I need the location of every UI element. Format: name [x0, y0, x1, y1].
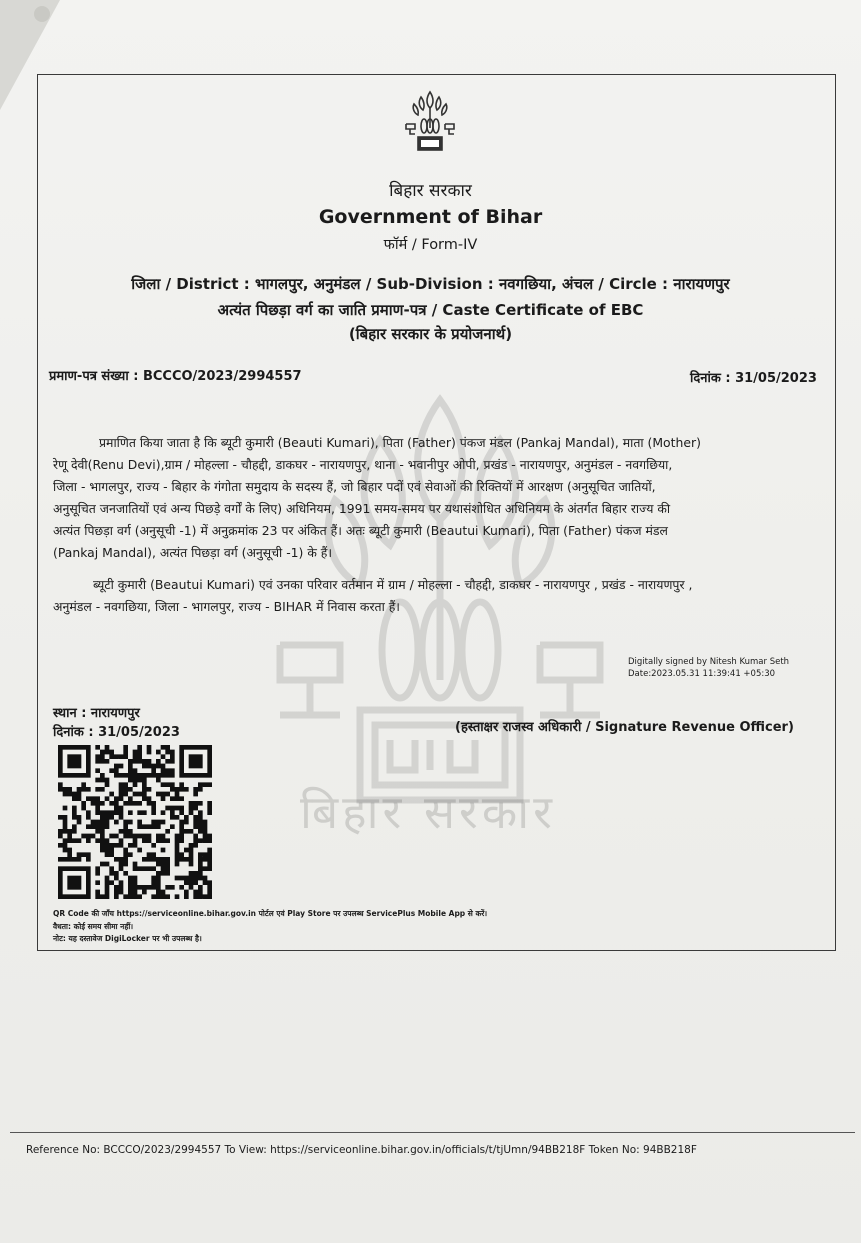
- certificate-title: अत्यंत पिछड़ा वर्ग का जाति प्रमाण-पत्र / Caste Certificate of EBC: [217, 301, 644, 319]
- digilocker-note: नोट: यह दस्तावेज DigiLocker पर भी उपलब्ध है।: [53, 934, 202, 943]
- para1-line: जिला - भागलपुर, राज्य - बिहार के गंगोता समुदाय के सदस्य हैं, जो बिहार पदों एवं सेवाओं की रिक्तियों में आरक्षण (अनुसूचित जातियों,: [53, 479, 656, 494]
- qr-verification-note: QR Code की जाँच https://serviceonline.bihar.gov.in पोर्टल एवं Play Store पर उपलब्ध ServicePlus Mobile App से करें।: [53, 909, 488, 918]
- reference-footer: Reference No: BCCCO/2023/2994557 To View: https://serviceonline.bihar.gov.in/officials/t/tjUmn/94BB218F Token No: 94BB218F: [26, 1144, 697, 1156]
- para1-line: प्रमाणित किया जाता है कि ब्यूटी कुमारी (Beauti Kumari), पिता (Father) पंकज मंडल (Pankaj Mandal), माता (Mother): [99, 435, 701, 450]
- certification-paragraph: [53, 432, 823, 564]
- place: स्थान : नारायणपुर: [53, 706, 140, 721]
- issue-date: दिनांक : 31/05/2023: [53, 725, 180, 740]
- watermark-text: बिहार सरकार: [300, 785, 556, 839]
- para1-line: (Pankaj Mandal), अत्यंत पिछड़ा वर्ग (अनुसूची -1) के हैं।: [53, 545, 333, 560]
- certificate-purpose: (बिहार सरकार के प्रयोजनार्थ): [348, 325, 513, 343]
- bihar-emblem-icon: [402, 88, 458, 158]
- para1-line: अनुसूचित जनजातियों एवं अन्य पिछड़े वर्गों के लिए) अधिनियम, 1991 समय-समय पर यथासंशोधित अधिनियम के अंतर्गत बिहार राज्य की: [53, 501, 671, 516]
- state-name-hindi: बिहार सरकार: [389, 181, 472, 201]
- certificate-number: प्रमाण-पत्र संख्या : BCCCO/2023/2994557: [49, 369, 302, 384]
- officer-signature: (हस्ताक्षर राजस्व अधिकारी / Signature Revenue Officer): [455, 720, 794, 735]
- digital-signature-date: Date:2023.05.31 11:39:41 +05:30: [628, 669, 776, 679]
- footer-divider: [10, 1132, 855, 1133]
- validity-note: वैधता: कोई समय सीमा नहीं।: [53, 922, 134, 931]
- state-name-english: Government of Bihar: [318, 206, 543, 228]
- digital-signature-name: Digitally signed by Nitesh Kumar Seth: [628, 657, 790, 667]
- binder-clip: [34, 6, 50, 22]
- para1-line: रेणू देवी(Renu Devi),ग्राम / मोहल्ला - चौहद्दी, डाकघर - नारायणपुर, थाना - भवानीपुर ओपी, प्रखंड - नारायणपुर, अनुमंडल - नवगछिया,: [53, 457, 673, 472]
- para2-line: ब्यूटी कुमारी (Beautui Kumari) एवं उनका परिवार वर्तमान में ग्राम / मोहल्ला - चौहद्दी, डाकघर - नारायणपुर , प्रखंड - नारायणपुर ,: [93, 577, 693, 592]
- certificate-date: दिनांक : 31/05/2023: [690, 371, 817, 386]
- qr-code-icon[interactable]: [58, 745, 212, 899]
- district-line: जिला / District : भागलपुर, अनुमंडल / Sub-Division : नवगछिया, अंचल / Circle : नारायणपुर: [131, 275, 730, 293]
- form-number: फॉर्म / Form-IV: [383, 237, 478, 253]
- para2-line: अनुमंडल - नवगछिया, जिला - भागलपुर, राज्य - BIHAR में निवास करता हैं।: [53, 599, 400, 614]
- para1-line: अत्यंत पिछड़ा वर्ग (अनुसूची -1) में अनुक्रमांक 23 पर अंकित हैं। अतः ब्यूटी कुमारी (Beautui Kumari), पिता (Father) पंकज मंडल: [53, 523, 668, 538]
- residence-paragraph: [53, 574, 823, 618]
